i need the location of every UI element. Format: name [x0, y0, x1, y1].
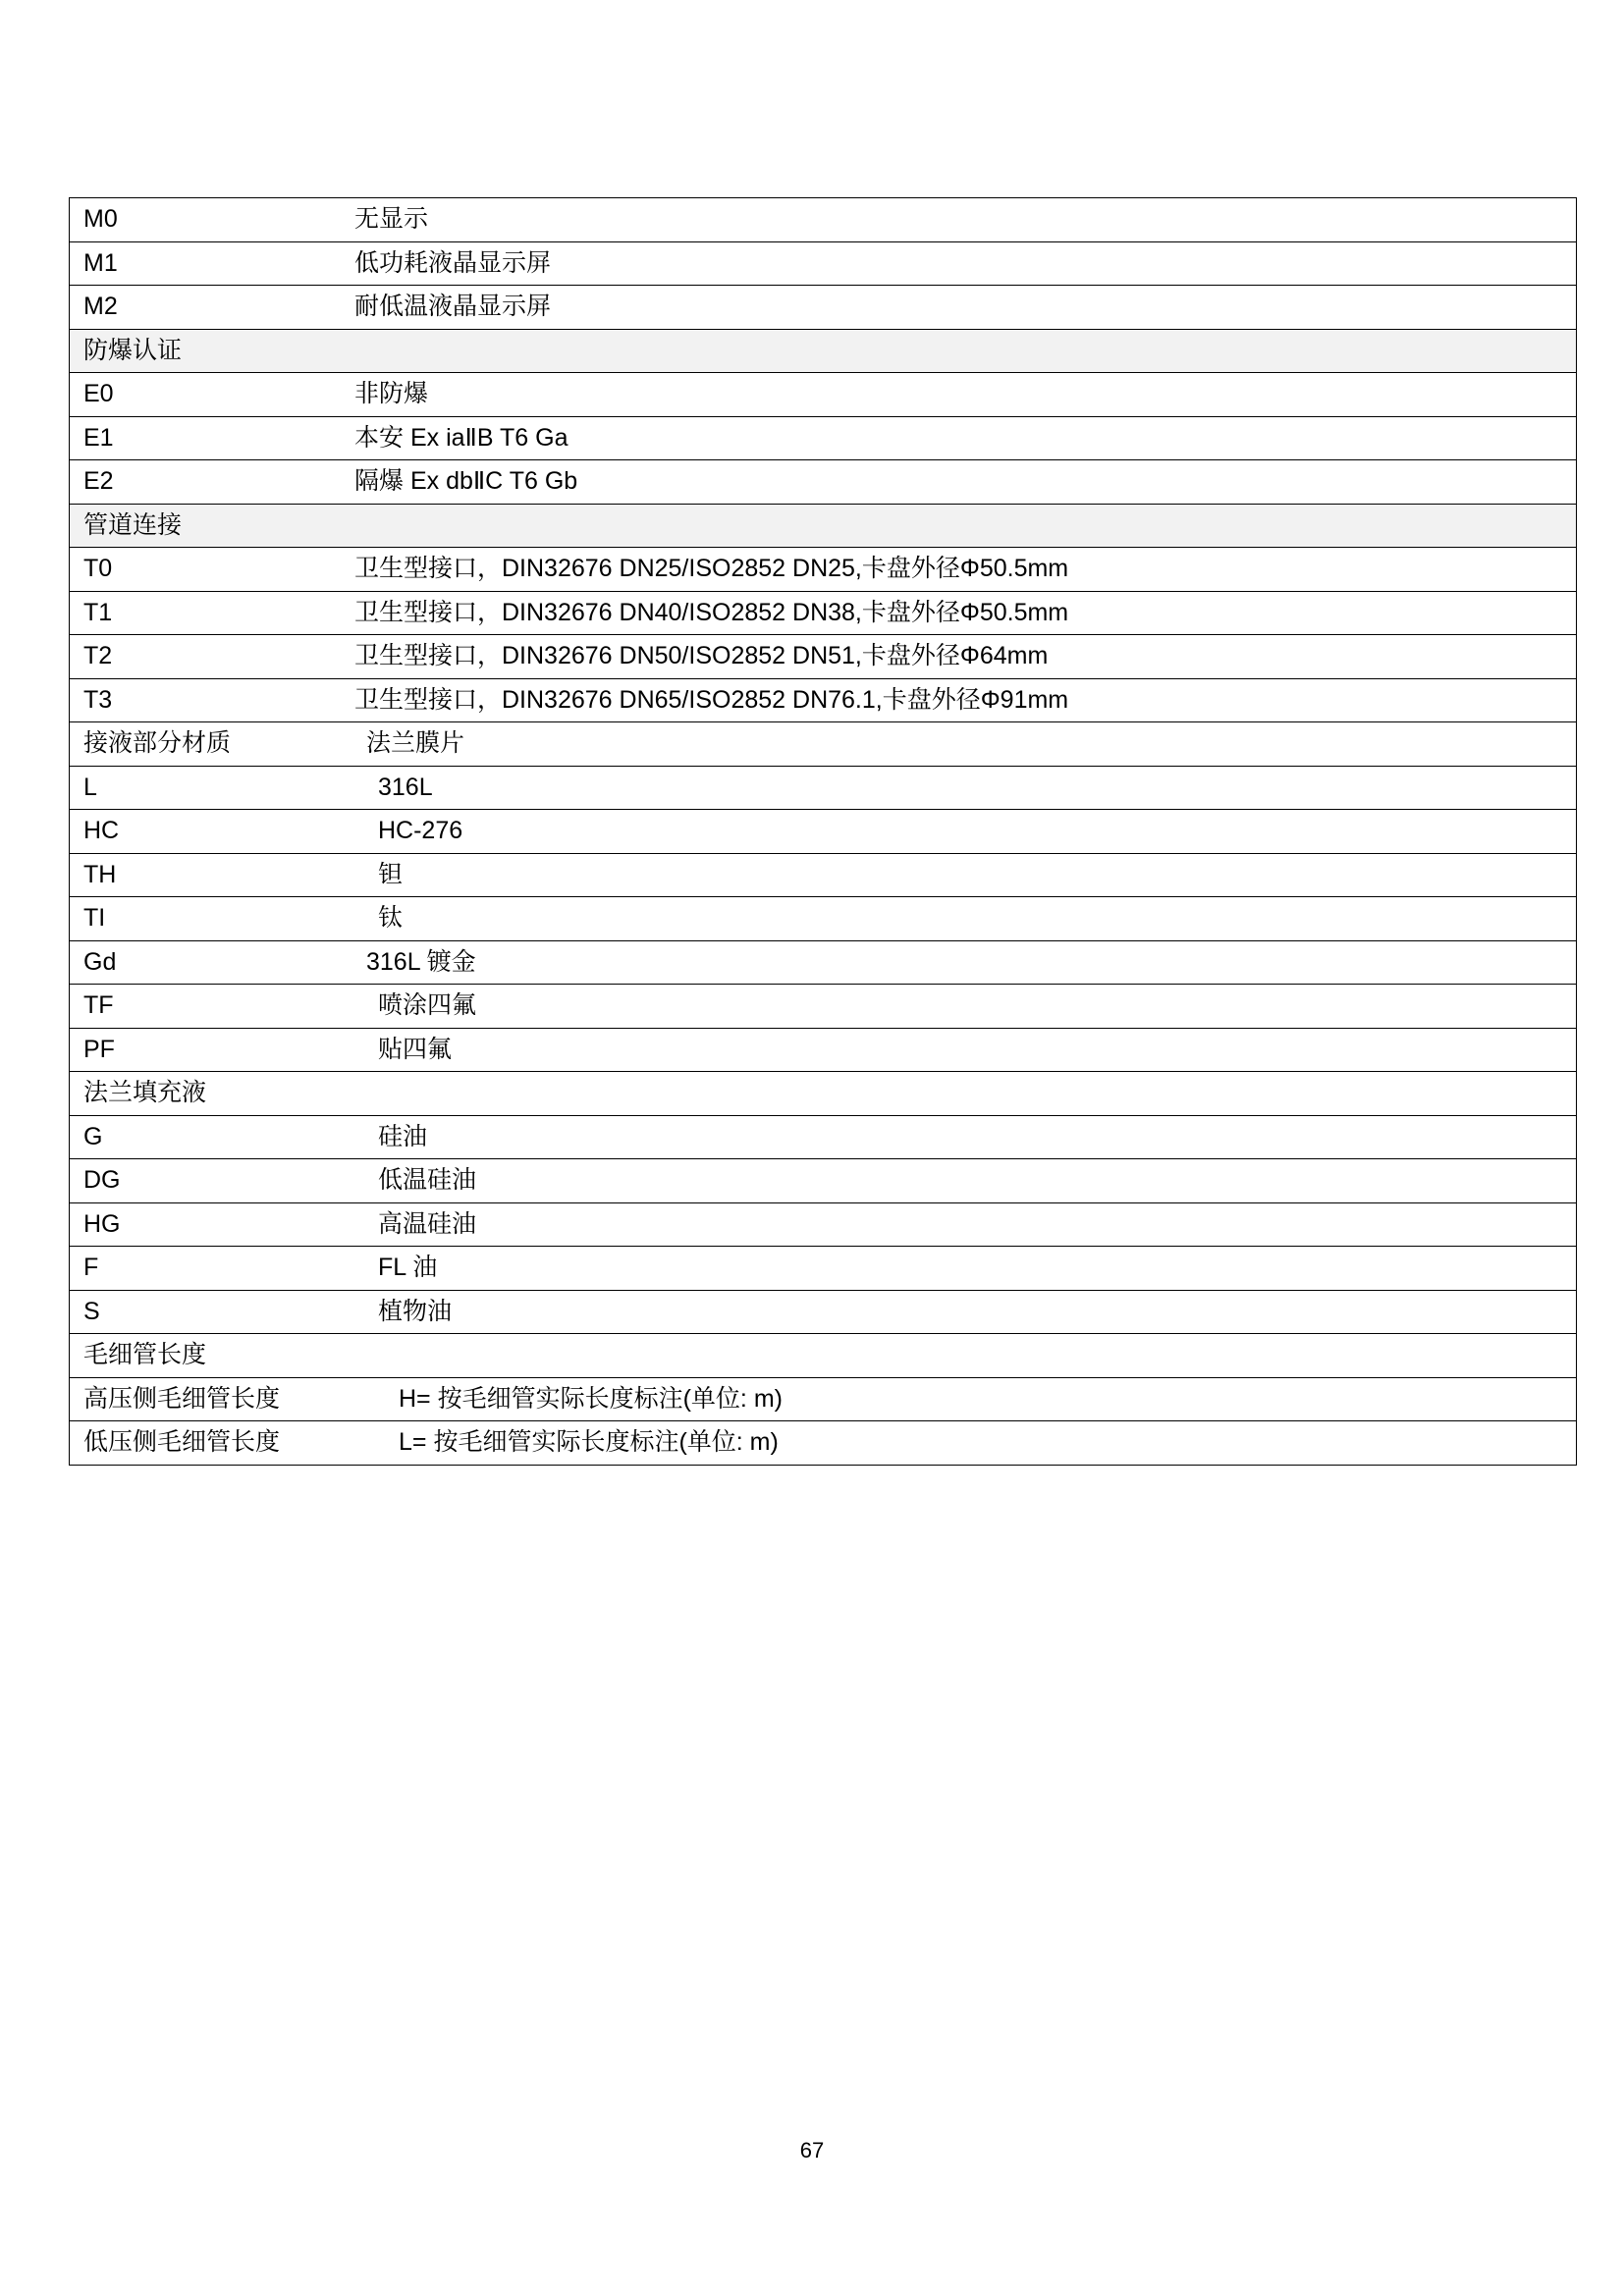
option-description: 贴四氟: [378, 1035, 453, 1063]
table-row: [70, 985, 1577, 1029]
option-code: M1: [70, 241, 342, 286]
option-description: HC-276: [378, 817, 463, 845]
group-title: 法兰填充液: [70, 1072, 1577, 1116]
page-number: 67: [799, 2138, 825, 2163]
option-description: 钽: [378, 860, 404, 888]
table-row: [70, 1202, 1577, 1247]
group-title: 接液部分材质: [70, 722, 342, 767]
table-row: [70, 766, 1577, 810]
option-description: 植物油: [378, 1297, 453, 1325]
table-row: [70, 373, 1577, 417]
spec-table: [69, 197, 1577, 1466]
group-subtitle: 法兰膜片: [366, 729, 465, 758]
option-code: T0: [70, 548, 342, 592]
table-row: [70, 416, 1577, 460]
option-description: 钛: [378, 904, 404, 933]
option-code: M2: [70, 286, 342, 330]
option-description: 卫生型接口，DIN32676 DN25/ISO2852 DN25,卡盘外径Φ50.5mm: [341, 548, 1577, 592]
option-description: 非防爆: [341, 373, 1577, 417]
option-description: 卫生型接口，DIN32676 DN40/ISO2852 DN38,卡盘外径Φ50.5mm: [341, 591, 1577, 635]
option-code: E0: [70, 373, 342, 417]
option-code: Gd: [70, 940, 342, 985]
table-row: [70, 940, 1577, 985]
table-row: [70, 286, 1577, 330]
option-description: 硅油: [378, 1122, 428, 1150]
option-description: H= 按毛细管实际长度标注(单位: m): [399, 1384, 783, 1413]
option-description: 本安 Ex iaⅡB T6 Ga: [341, 416, 1577, 460]
option-code: T3: [70, 678, 342, 722]
group-header-row: [70, 722, 1577, 767]
option-description: 低温硅油: [378, 1166, 477, 1195]
option-code: TH: [70, 853, 342, 897]
table-row: [70, 1377, 1577, 1421]
option-code: T2: [70, 635, 342, 679]
section-title: 防爆认证: [70, 329, 1577, 373]
option-code: M0: [70, 198, 342, 242]
table-row: [70, 241, 1577, 286]
table-row: [70, 1421, 1577, 1466]
option-description: 高温硅油: [378, 1209, 477, 1238]
option-code: HC: [70, 810, 342, 854]
option-code: 高压侧毛细管长度: [70, 1377, 342, 1421]
option-description: 卫生型接口，DIN32676 DN65/ISO2852 DN76.1,卡盘外径Φ91mm: [341, 678, 1577, 722]
table-row: [70, 897, 1577, 941]
option-code: E1: [70, 416, 342, 460]
option-description: L= 按毛细管实际长度标注(单位: m): [399, 1428, 779, 1457]
option-description: 316L: [378, 773, 433, 801]
section-title: 管道连接: [70, 504, 1577, 548]
table-row: [70, 1115, 1577, 1159]
option-code: E2: [70, 460, 342, 505]
option-description: 隔爆 Ex dbⅡC T6 Gb: [341, 460, 1577, 505]
table-row: [70, 678, 1577, 722]
option-description: FL 油: [378, 1254, 438, 1282]
option-code: PF: [70, 1028, 342, 1072]
option-description: 低功耗液晶显示屏: [341, 241, 1577, 286]
table-row: [70, 853, 1577, 897]
option-description: 316L 镀金: [366, 947, 476, 976]
option-code: S: [70, 1290, 342, 1334]
section-header-row: [70, 329, 1577, 373]
option-description: 无显示: [341, 198, 1577, 242]
table-row: [70, 591, 1577, 635]
option-code: 低压侧毛细管长度: [70, 1421, 342, 1466]
table-row: [70, 460, 1577, 505]
group-header-row: [70, 1072, 1577, 1116]
group-header-row: [70, 1334, 1577, 1378]
table-row: [70, 635, 1577, 679]
option-code: T1: [70, 591, 342, 635]
group-title: 毛细管长度: [70, 1334, 1577, 1378]
section-header-row: [70, 504, 1577, 548]
table-row: [70, 1247, 1577, 1291]
option-code: TF: [70, 985, 342, 1029]
option-description: 卫生型接口，DIN32676 DN50/ISO2852 DN51,卡盘外径Φ64mm: [341, 635, 1577, 679]
option-code: G: [70, 1115, 342, 1159]
table-row: [70, 1159, 1577, 1203]
option-code: L: [70, 766, 342, 810]
table-row: [70, 1290, 1577, 1334]
option-code: HG: [70, 1202, 342, 1247]
table-row: [70, 1028, 1577, 1072]
table-row: [70, 548, 1577, 592]
option-description: 耐低温液晶显示屏: [341, 286, 1577, 330]
table-row: [70, 198, 1577, 242]
table-row: [70, 810, 1577, 854]
option-description: 喷涂四氟: [378, 991, 477, 1020]
option-code: TI: [70, 897, 342, 941]
option-code: F: [70, 1247, 342, 1291]
option-code: DG: [70, 1159, 342, 1203]
